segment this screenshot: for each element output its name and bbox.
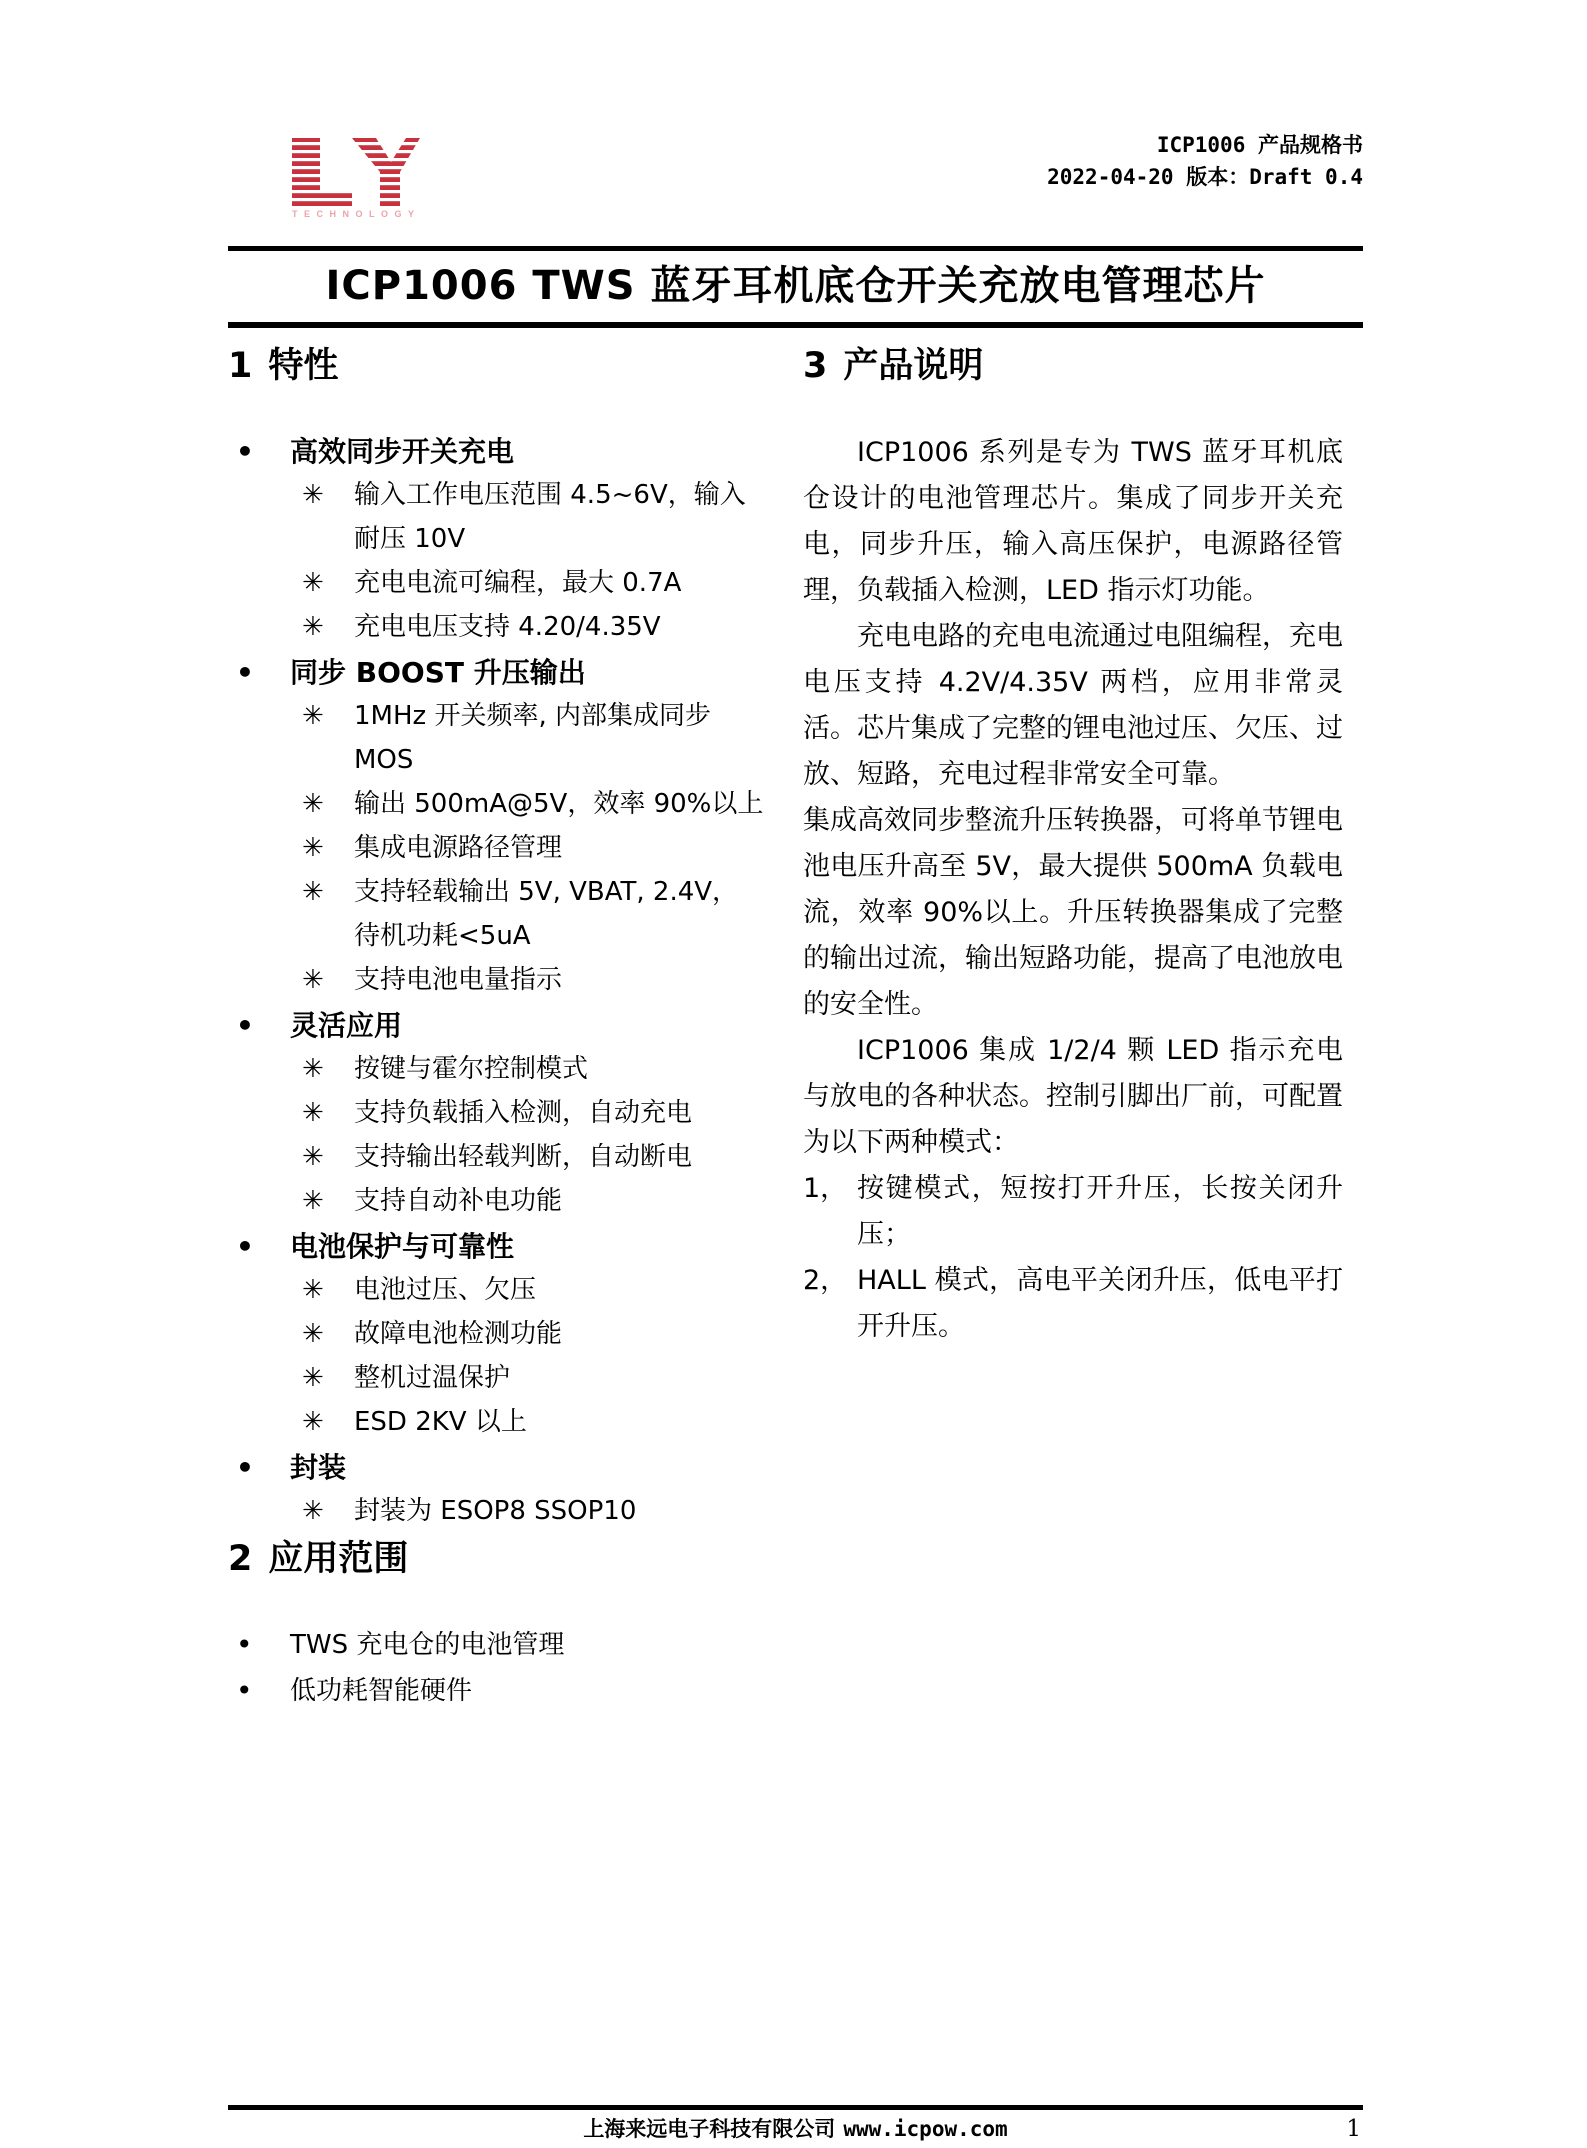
list-item [290, 1135, 768, 1179]
description-paragraph: ICP1006 系列是专为 TWS 蓝牙耳机底仓设计的电池管理芯片。集成了同步开关充电，同步升压，输入高压保护，电源路径管理，负载插入检测，LED 指示灯功能。 [803, 437, 1343, 606]
list-item-text: 充电电流可编程，最大 0.7A [354, 568, 682, 598]
list-item-text: 故障电池检测功能 [354, 1319, 563, 1349]
left-column [228, 342, 768, 1715]
bullet-icon: • [236, 1451, 254, 1484]
sub-bullet-icon: ✳ [302, 1363, 324, 1393]
list-item-text: 整机过温保护 [354, 1363, 511, 1393]
list-item [290, 1400, 768, 1444]
section-heading-applications [228, 1535, 768, 1583]
section-heading-description [803, 342, 1343, 390]
page-header [228, 118, 1363, 248]
feature-group-label: 电池保护与可靠性 [290, 1230, 515, 1263]
list-item-text: 按键与霍尔控制模式 [354, 1054, 589, 1084]
list-item [290, 1356, 768, 1400]
list-item-text: 支持输出轻载判断，自动断电 [354, 1142, 693, 1172]
sub-bullet-icon: ✳ [302, 1142, 324, 1172]
list-item [290, 561, 768, 605]
list-item-text: 电池过压、欠压 [354, 1275, 537, 1305]
list-item-text: 集成电源路径管理 [354, 833, 563, 863]
page-title: ICP1006 TWS 蓝牙耳机底仓开关充放电管理芯片 [325, 263, 1266, 309]
feature-group [228, 651, 768, 1002]
sub-bullet-icon: ✳ [302, 789, 324, 819]
feature-group [228, 1004, 768, 1223]
sub-bullet-icon: ✳ [302, 1496, 324, 1526]
list-item-number: 1， [803, 1173, 848, 1204]
logo-subtitle: TECHNOLOGY [292, 209, 421, 219]
feature-group [228, 1446, 768, 1533]
feature-sub-list [290, 1489, 768, 1533]
description-paragraph: ICP1006 集成 1/2/4 颗 LED 指示充电与放电的各种状态。控制引脚出厂前，可配置为以下两种模式： [803, 1035, 1343, 1158]
list-item [290, 694, 768, 782]
list-item [290, 473, 768, 561]
sub-bullet-icon: ✳ [302, 1186, 324, 1216]
sub-bullet-icon: ✳ [302, 568, 324, 598]
bullet-icon: • [236, 435, 254, 468]
list-item [290, 1268, 768, 1312]
sub-bullet-icon: ✳ [302, 1054, 324, 1084]
sub-bullet-icon: ✳ [302, 480, 324, 510]
company-logo [290, 136, 440, 219]
bullet-icon: • [236, 1230, 254, 1263]
description-paragraph: 充电电路的充电电流通过电阻编程，充电电压支持 4.2V/4.35V 两档，应用非常灵活。芯片集成了完整的锂电池过压、欠压、过放、短路，充电过程非常安全可靠。 [803, 621, 1343, 790]
list-item-text: 输入工作电压范围 4.5~6V，输入耐压 10V [354, 480, 746, 554]
bullet-icon: • [236, 656, 254, 689]
description-paragraph: 集成高效同步整流升压转换器，可将单节锂电池电压升高至 5V，最大提供 500mA 负载电流，效率 90%以上。升压转换器集成了完整的输出过流，输出短路功能，提高了电池放电的安全性。 [803, 805, 1343, 1020]
footer-company-name: 上海来远电子科技有限公司 [583, 2117, 836, 2141]
bullet-icon: • [236, 1628, 253, 1661]
list-item [290, 1312, 768, 1356]
right-column [803, 342, 1343, 1350]
feature-group [228, 430, 768, 649]
list-item-text: 按键模式，短按打开升压，长按关闭升压； [857, 1173, 1343, 1250]
applications-list [228, 1623, 768, 1713]
sub-bullet-icon: ✳ [302, 833, 324, 863]
page-number: 1 [1346, 2116, 1361, 2142]
list-item [228, 1623, 768, 1667]
footer-url: www.icpow.com [843, 2117, 1008, 2141]
section-title-1: 特性 [268, 346, 339, 386]
list-item [290, 1047, 768, 1091]
list-item [290, 605, 768, 649]
list-item [228, 1669, 768, 1713]
footer-company-line [228, 2112, 1363, 2146]
feature-group-label: 封装 [290, 1451, 347, 1484]
feature-sub-list [290, 1268, 768, 1444]
section-heading-features [228, 342, 768, 390]
sub-bullet-icon: ✳ [302, 965, 324, 995]
feature-group-label: 同步 BOOST 升压输出 [290, 656, 586, 689]
section-number-1: 1 [228, 346, 253, 386]
feature-group-label: 高效同步开关充电 [290, 435, 515, 468]
list-item-text: ESD 2KV 以上 [354, 1407, 527, 1437]
bullet-icon: • [236, 1009, 254, 1042]
section-number-3: 3 [803, 346, 828, 386]
list-item-text: 支持负载插入检测，自动充电 [354, 1098, 693, 1128]
ly-logo-icon [290, 136, 422, 208]
sub-bullet-icon: ✳ [302, 1319, 324, 1349]
list-item [803, 1258, 1343, 1350]
list-item-text: 支持电池电量指示 [354, 965, 563, 995]
section-title-3: 产品说明 [843, 346, 984, 386]
header-divider [228, 246, 1363, 251]
bullet-icon: • [236, 1674, 253, 1707]
feature-group [228, 1225, 768, 1444]
title-divider [228, 322, 1363, 328]
section-title-2: 应用范围 [268, 1539, 409, 1579]
feature-group-label: 灵活应用 [290, 1009, 403, 1042]
feature-sub-list [290, 694, 768, 1002]
list-item-text: TWS 充电仓的电池管理 [290, 1630, 565, 1660]
feature-sub-list [290, 473, 768, 649]
control-mode-list [803, 1166, 1343, 1350]
list-item-number: 2， [803, 1265, 848, 1296]
list-item-text: 封装为 ESOP8 SSOP10 [354, 1496, 637, 1526]
list-item-text: 支持自动补电功能 [354, 1186, 563, 1216]
list-item [290, 782, 768, 826]
list-item [290, 1489, 768, 1533]
list-item-text: 输出 500mA@5V，效率 90%以上 [354, 789, 764, 819]
header-doc-name: ICP1006 产品规格书 [1156, 133, 1363, 157]
header-revision: 2022-04-20 版本：Draft 0.4 [1047, 164, 1363, 189]
list-item [290, 1091, 768, 1135]
list-item [290, 826, 768, 870]
header-document-meta [1047, 130, 1363, 193]
content-columns [228, 342, 1378, 2022]
list-item [290, 1179, 768, 1223]
list-item [803, 1166, 1343, 1258]
list-item [290, 870, 768, 958]
features-list [228, 430, 768, 1533]
sub-bullet-icon: ✳ [302, 1407, 324, 1437]
list-item-text: HALL 模式，高电平关闭升压，低电平打开升压。 [857, 1265, 1343, 1342]
list-item-text: 充电电压支持 4.20/4.35V [354, 612, 661, 642]
list-item [290, 958, 768, 1002]
list-item-text: 1MHz 开关频率, 内部集成同步 MOS [354, 701, 711, 775]
sub-bullet-icon: ✳ [302, 612, 324, 642]
list-item-text: 支持轻载输出 5V, VBAT, 2.4V， 待机功耗<5uA [354, 877, 739, 951]
section-number-2: 2 [228, 1539, 253, 1579]
list-item-text: 低功耗智能硬件 [290, 1676, 473, 1706]
page-footer [228, 2112, 1363, 2148]
sub-bullet-icon: ✳ [302, 1275, 324, 1305]
feature-sub-list [290, 1047, 768, 1223]
sub-bullet-icon: ✳ [302, 1098, 324, 1128]
sub-bullet-icon: ✳ [302, 701, 324, 731]
sub-bullet-icon: ✳ [302, 877, 324, 907]
footer-divider [228, 2105, 1363, 2110]
